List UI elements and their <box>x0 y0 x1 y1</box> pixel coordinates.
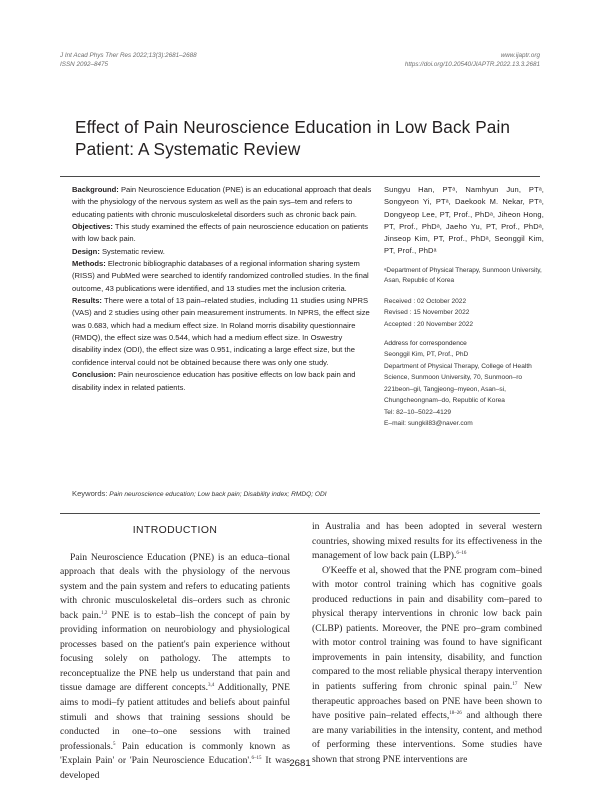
results-label: Results: <box>72 296 102 306</box>
background-text: Pain Neuroscience Education (PNE) is an educational approach that deals with the physiology of the nervous system as well as the pain sys–tem and refers to educating patients with chronic musculoskeletal disorders such as chronic back pain. <box>72 185 372 219</box>
abstract <box>72 184 372 394</box>
citation-ref: 3,4 <box>207 683 215 689</box>
keywords-text: Pain neuroscience education; Low back pain; Disability index; RMDQ; ODI <box>109 491 327 498</box>
correspondence-name: Seonggil Kim, PT, Prof., PhD <box>384 351 469 359</box>
body-column-left <box>60 520 290 783</box>
abstract-objectives <box>72 221 372 246</box>
article-title: Effect of Pain Neuroscience Education in Low Back Pain Patient: A Systematic Review <box>75 117 511 159</box>
correspondence-heading: Address for correspondence <box>384 340 467 348</box>
citation-ref: 5 <box>113 741 116 747</box>
keywords-label: Keywords: <box>72 489 108 498</box>
journal-citation: J Int Acad Phys Ther Res 2022;13(3):2681–2688 <box>60 52 197 59</box>
received-date: Received : 02 October 2022 <box>384 297 467 305</box>
methods-label: Methods: <box>72 259 106 269</box>
citation-ref: 6–16 <box>456 550 467 556</box>
journal-site[interactable]: www.ijaptr.org <box>500 52 540 59</box>
correspondence-email[interactable]: E–mail: sungkil83@naver.com <box>384 420 473 428</box>
abstract-methods <box>72 258 372 295</box>
results-text: There were a total of 13 pain–related studies, including 11 studies using NPRS (VAS) and 2 studies using other pain measurement instruments. In NPRS, the effect size was 0.683, which had a medium effect size. In Roland morris disability questionnaire (RMDQ), the effect size was 0.544, which had a medium effect size. In Oswestry disability index (ODI), the effect size was 0.951, indicating a large effect size, but the confidence interval could not be obtained because there was only one study. <box>72 296 370 367</box>
conclusion-label: Conclusion: <box>72 370 116 380</box>
abstract-conclusion <box>72 369 372 394</box>
design-text: Systematic review. <box>99 246 165 256</box>
divider-bottom <box>60 513 540 514</box>
page-number: 2681 <box>289 758 311 769</box>
abstract-results <box>72 295 372 369</box>
abstract-background <box>72 184 372 221</box>
design-label: Design: <box>72 246 100 256</box>
article-dates <box>384 296 544 330</box>
author-list: Sungyu Han, PTᵃ, Namhyun Jun, PTᵃ, Songyeon Yi, PTᵃ, Daekook M. Nekar, PTᵃ, Dongyeop Lee, PT, Prof., PhDᵃ, Jiheon Hong, PT, Prof., PhDᵃ, Jaeho Yu, PT, Prof., PhDᵃ, Jinseop Kim, PT, Prof., PhDᵃ, Seonggil Kim, PT, Prof., PhDᵃ <box>384 185 544 256</box>
correspondence-details <box>384 349 544 430</box>
background-label: Background: <box>72 185 119 194</box>
methods-text: Electronic bibliographic databases of a regional information sharing system (RISS) and PubMed were searched to identify randomized controlled studies. In the final outcome, 43 publications were identified, and 13 studies met the inclusion criteria. <box>72 259 369 293</box>
revised-date: Revised : 15 November 2022 <box>384 309 470 317</box>
citation-ref: 6–15 <box>251 756 262 762</box>
correspondence-dept: Department of Physical Therapy, College of Health Science, Sunmoon University, 70, Sunmoon–ro 221beon–gil, Tangjeong–myeon, Asan–si, Chungcheongnam–do, Republic of Korea <box>384 362 532 405</box>
conclusion-text: Pain neuroscience education has positive effects on low back pain and disability index in related patients. <box>72 370 356 392</box>
intro-paragraph-2: O'Keeffe et al, showed that the PNE program com–bined with motor control training which has cognitive goals produced reductions in pain and disability com–pared to physical therapy interventions in chronic low back pain (CLBP) patients. Moreover, the PNE pro–gram combined with motor control training was found to have significant improvements in pain intensity, disability, and function compared to the most reliable physical therapy intervention in patients suffering from chronic spinal pain.$^{17}$ New therapeutic approaches based on PNE have been shown to have positive pain–related effects,$^{18-26}$ and although there are many variabilities in the intensity, content, and method of performing these interventions. Some studies have shown that strong PNE interventions are <box>312 564 542 765</box>
intro-paragraph-1: Pain Neuroscience Education (PNE) is an educa–tional approach that deals with the physiology of the nervous system and the pain system and refers to educating patients with chronic musculoskeletal dis–orders such as chronic back pain.$^{1,2}$ PNE is to estab–lish the concept of pain by providing information on neurobiology and physiological processes based on the patient's pain experience without focusing solely on pathology. The attempts to reconceptualize the PNE help us understand that pain and tissue damage are different concepts.$^{3,4}$ Additionally, PNE aims to modi–fy patient attitudes and beliefs about painful stimuli and shows that training sessions should be conducted in one–to–one sessions with trained professionals.$^5$ Pain education is commonly known as 'Explain Pain' or 'Pain Neuroscience Education'.$^{6-15}$ It was developed <box>60 551 290 781</box>
divider-top <box>60 176 540 177</box>
running-header-left <box>60 51 197 69</box>
affiliation: ᵃDepartment of Physical Therapy, Sunmoon University, Asan, Republic of Korea <box>384 266 542 285</box>
correspondence-tel: Tel: 82–10–5022–4129 <box>384 408 452 416</box>
issn: ISSN 2092–8475 <box>60 61 108 68</box>
citation-ref: 18–26 <box>449 710 462 716</box>
intro-paragraph-1-continued: in Australia and has been adopted in several western countries, showing mixed results for its effectiveness in the management of low back pain (LBP).$^{6-16}$ <box>312 521 542 562</box>
running-header-right <box>405 51 540 69</box>
accepted-date: Accepted : 20 November 2022 <box>384 320 474 328</box>
keywords <box>72 489 372 498</box>
author-sidebar <box>384 184 544 430</box>
doi-link[interactable]: https://doi.org/10.20540/JIAPTR.2022.13.3.2681 <box>404 61 540 68</box>
section-heading-introduction: INTRODUCTION <box>132 525 218 536</box>
abstract-design <box>72 246 372 258</box>
citation-ref: 17 <box>512 681 518 687</box>
objectives-text: This study examined the effects of pain neuroscience education on patients with low back pain. <box>72 222 369 244</box>
objectives-label: Objectives: <box>72 222 113 232</box>
citation-ref: 1,2 <box>101 610 108 616</box>
body-column-right <box>312 520 542 767</box>
